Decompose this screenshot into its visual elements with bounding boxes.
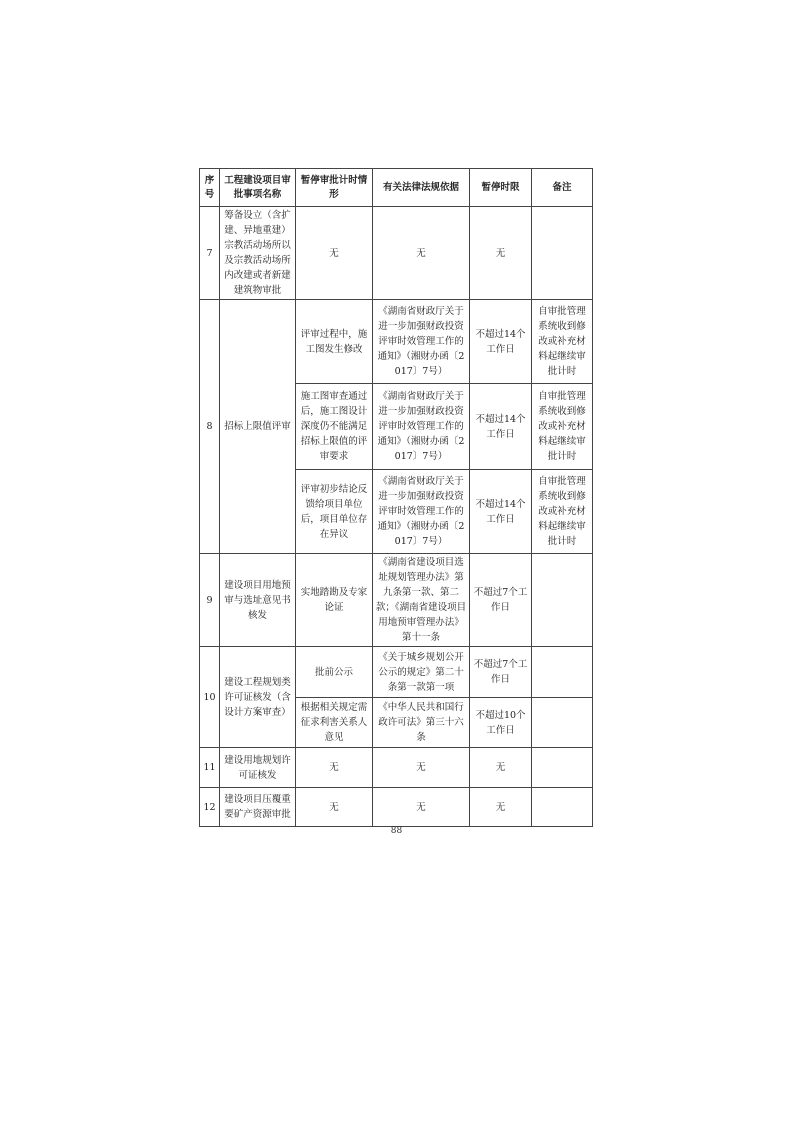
row-note <box>532 788 593 827</box>
row-note <box>532 554 593 647</box>
table-row <box>200 647 593 698</box>
row-basis: 《湖南省财政厅关于进一步加强财政投资评审时效管理工作的通知》（湘财办函〔2017〕7号） <box>373 300 470 384</box>
row-note <box>532 647 593 698</box>
header-situation: 暂停审批计时情形 <box>296 169 373 207</box>
row-limit: 不超过14个工作日 <box>470 300 532 384</box>
header-no: 序号 <box>200 169 220 207</box>
approval-suspension-table <box>199 168 593 827</box>
row-limit: 无 <box>470 207 532 300</box>
row-note: 自审批管理系统收到修改或补充材料起继续审批计时 <box>532 300 593 384</box>
row-note: 自审批管理系统收到修改或补充材料起继续审批计时 <box>532 384 593 470</box>
row-item: 筹备设立（含扩建、异地重建）宗教活动场所以及宗教活动场所内改建或者新建建筑物审批 <box>220 207 296 300</box>
row-situation: 评审初步结论反馈给项目单位后，项目单位存在异议 <box>296 470 373 554</box>
header-limit: 暂停时限 <box>470 169 532 207</box>
row-no: 9 <box>200 554 220 647</box>
row-limit: 无 <box>470 748 532 788</box>
row-item: 建设项目压覆重要矿产资源审批 <box>220 788 296 827</box>
row-situation: 无 <box>296 788 373 827</box>
row-basis: 《湖南省建设项目选址规划管理办法》第九条第一款、第二款；《湖南省建设项目用地预审管理办法》第十一条 <box>373 554 470 647</box>
table-row <box>200 748 593 788</box>
row-no: 10 <box>200 647 220 748</box>
row-basis: 无 <box>373 788 470 827</box>
header-note: 备注 <box>532 169 593 207</box>
row-note <box>532 748 593 788</box>
table-header-row <box>200 169 593 207</box>
row-basis: 无 <box>373 748 470 788</box>
row-item: 建设用地规划许可证核发 <box>220 748 296 788</box>
row-note <box>532 698 593 748</box>
row-limit: 不超过7个工作日 <box>470 554 532 647</box>
row-limit: 不超过10个工作日 <box>470 698 532 748</box>
row-limit: 不超过14个工作日 <box>470 470 532 554</box>
row-note: 自审批管理系统收到修改或补充材料起继续审批计时 <box>532 470 593 554</box>
row-situation: 施工图审查通过后，施工图设计深度仍不能满足招标上限值的评审要求 <box>296 384 373 470</box>
row-limit: 不超过7个工作日 <box>470 647 532 698</box>
row-basis: 《湖南省财政厅关于进一步加强财政投资评审时效管理工作的通知》（湘财办函〔2017〕7号） <box>373 470 470 554</box>
table-row <box>200 554 593 647</box>
row-item: 招标上限值评审 <box>220 300 296 554</box>
row-item: 建设项目用地预审与选址意见书核发 <box>220 554 296 647</box>
row-basis: 《关于城乡规划公开公示的规定》第二十条第一款第一项 <box>373 647 470 698</box>
row-situation: 批前公示 <box>296 647 373 698</box>
row-situation: 无 <box>296 748 373 788</box>
row-basis: 《中华人民共和国行政许可法》第三十六条 <box>373 698 470 748</box>
table-row <box>200 300 593 384</box>
header-item: 工程建设项目审批事项名称 <box>220 169 296 207</box>
row-situation: 根据相关规定需征求利害关系人意见 <box>296 698 373 748</box>
table-row <box>200 788 593 827</box>
row-limit: 无 <box>470 788 532 827</box>
page-number: 88 <box>390 826 403 836</box>
row-no: 8 <box>200 300 220 554</box>
row-basis: 《湖南省财政厅关于进一步加强财政投资评审时效管理工作的通知》（湘财办函〔2017〕7号） <box>373 384 470 470</box>
row-situation: 实地踏勘及专家论证 <box>296 554 373 647</box>
row-item: 建设工程规划类许可证核发（含设计方案审查） <box>220 647 296 748</box>
row-no: 12 <box>200 788 220 827</box>
row-note <box>532 207 593 300</box>
header-basis: 有关法律法规依据 <box>373 169 470 207</box>
row-limit: 不超过14个工作日 <box>470 384 532 470</box>
row-no: 7 <box>200 207 220 300</box>
row-situation: 无 <box>296 207 373 300</box>
row-basis: 无 <box>373 207 470 300</box>
table-row <box>200 207 593 300</box>
row-situation: 评审过程中，施工图发生修改 <box>296 300 373 384</box>
row-no: 11 <box>200 748 220 788</box>
